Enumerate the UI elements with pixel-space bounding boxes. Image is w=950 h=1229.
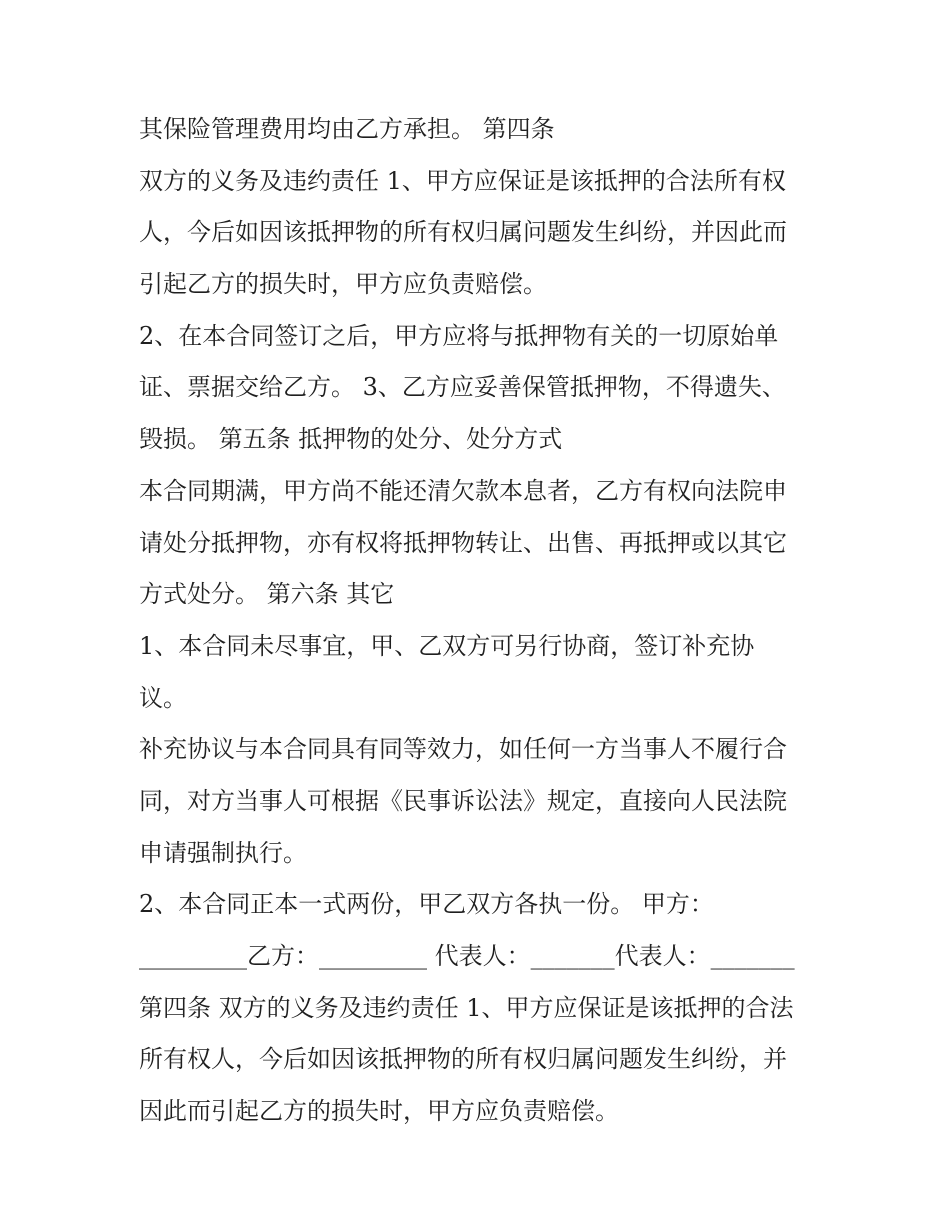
text-line-9: 请处分抵押物，亦有权将抵押物转让、出售、再抵押或以其它 [139, 528, 787, 557]
text-line-13: 补充协议与本合同具有同等效力，如任何一方当事人不履行合 [139, 735, 787, 764]
signature-line: _________乙方：_________ 代表人：_______代表人：_______ [139, 942, 795, 970]
text-line-5: 2、在本合同签订之后，甲方应将与抵押物有关的一切原始单 [139, 321, 779, 350]
text-line-2: 双方的义务及违约责任 1、甲方应保证是该抵押的合法所有权 [139, 166, 786, 195]
text-line-7: 毁损。 第五条 抵押物的处分、处分方式 [139, 425, 563, 454]
text-line-12: 议。 [139, 683, 187, 712]
text-line-10: 方式处分。 第六条 其它 [139, 580, 395, 609]
text-line-1: 其保险管理费用均由乙方承担。 第四条 [139, 115, 555, 143]
text-line-18: 第四条 双方的义务及违约责任 1、甲方应保证是该抵押的合法 [139, 993, 794, 1022]
text-line-15: 申请强制执行。 [139, 838, 307, 867]
contract-text [139, 104, 839, 1138]
text-line-16: 2、本合同正本一式两份，甲乙双方各执一份。 甲方： [139, 890, 714, 919]
text-line-20: 因此而引起乙方的损失时，甲方应负责赔偿。 [139, 1097, 619, 1126]
text-line-14: 同，对方当事人可根据《民事诉讼法》规定，直接向人民法院 [139, 786, 787, 815]
text-line-19: 所有权人，今后如因该抵押物的所有权归属问题发生纠纷，并 [139, 1045, 787, 1074]
text-line-3: 人，今后如因该抵押物的所有权归属问题发生纠纷，并因此而 [139, 218, 787, 247]
text-line-4: 引起乙方的损失时，甲方应负责赔偿。 [139, 270, 547, 299]
text-line-11: 1、本合同未尽事宜，甲、乙双方可另行协商，签订补充协 [139, 631, 755, 660]
text-line-8: 本合同期满，甲方尚不能还清欠款本息者，乙方有权向法院申 [139, 476, 787, 505]
text-line-6: 证、票据交给乙方。 3、乙方应妥善保管抵押物，不得遗失、 [139, 373, 786, 402]
